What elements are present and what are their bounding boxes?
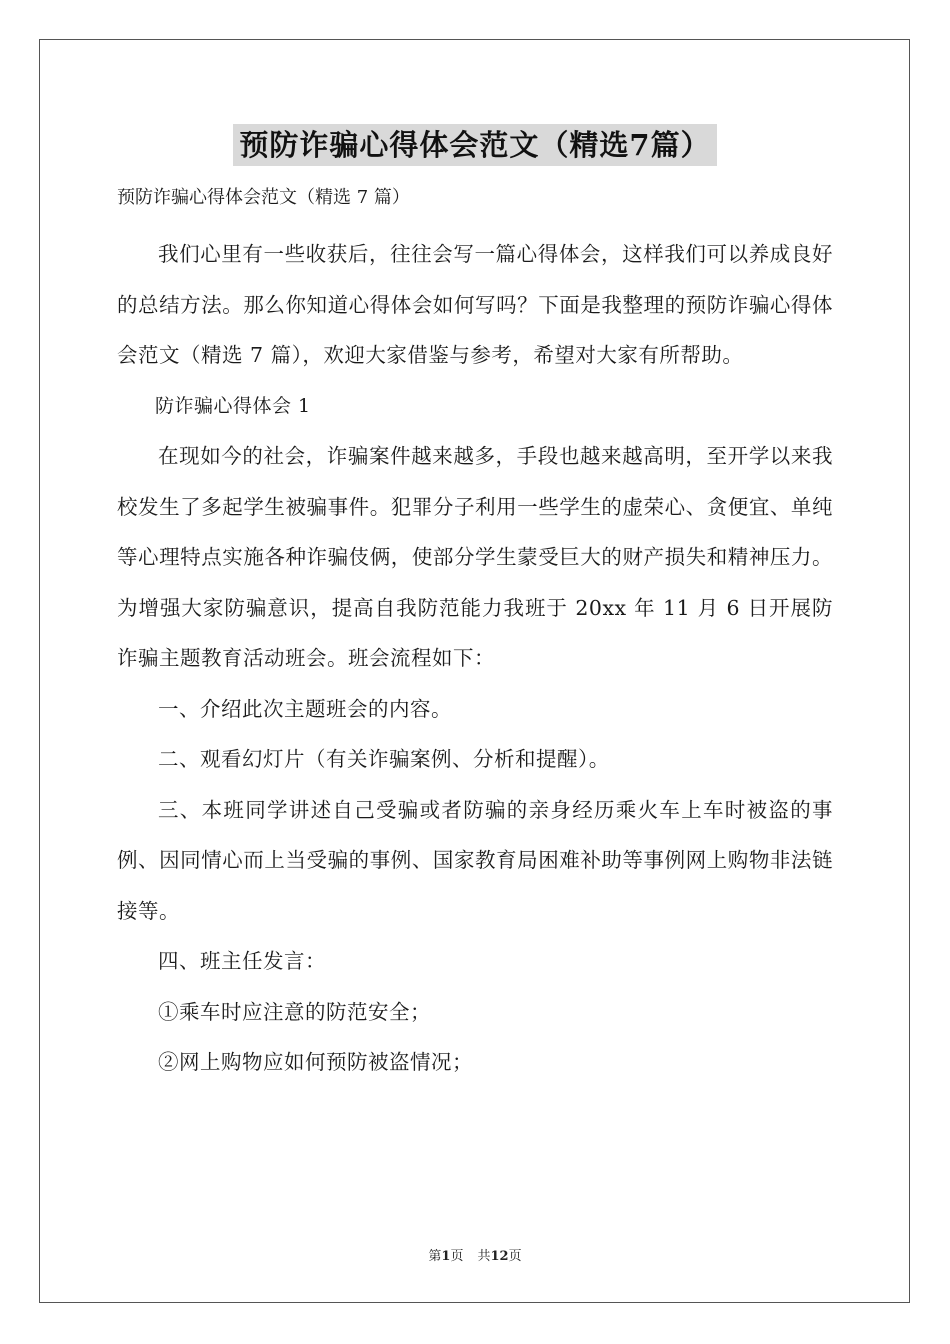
page-footer — [0, 1247, 950, 1267]
section-heading: 防诈骗心得体会 1 — [155, 394, 311, 417]
page-label-prefix: 第 — [428, 1249, 442, 1264]
document-subtitle: 预防诈骗心得体会范文（精选 7 篇） — [117, 187, 410, 208]
list-item: 二、观看幻灯片（有关诈骗案例、分析和提醒）。 — [158, 747, 610, 771]
list-item: 一、介绍此次主题班会的内容。 — [158, 696, 452, 721]
total-pages: 12 — [490, 1249, 509, 1264]
document-title: 预防诈骗心得体会范文（精选7篇） — [233, 124, 716, 166]
list-item: 四、班主任发言： — [158, 949, 326, 973]
body-paragraph: 在现如今的社会，诈骗案件越来越多，手段也越来越高明，至开学以来我校发生了多起学生被骗事件。犯罪分子利用一些学生的虚荣心、贪便宜、单纯等心理特点实施各种诈骗伎俩，使部分学生蒙受巨大的财产损失和精神压力。为增强大家防骗意识，提高自我防范能力我班于 20xx 年 11 月 6 日开展防诈骗主题教育活动班会。班会流程如下： — [117, 444, 833, 670]
intro-paragraph: 我们心里有一些收获后，往往会写一篇心得体会，这样我们可以养成良好的总结方法。那么你知道心得体会如何写吗？下面是我整理的预防诈骗心得体会范文（精选 7 篇），欢迎大家借鉴与参考，希望对大家有所帮助。 — [117, 242, 833, 367]
total-label-suffix: 页 — [508, 1249, 522, 1264]
sub-list-item: ①乘车时应注意的防范安全； — [158, 999, 431, 1024]
document-body — [117, 180, 833, 1088]
title-container — [0, 124, 950, 166]
list-item: 三、本班同学讲述自己受骗或者防骗的亲身经历乘火车上车时被盗的事例、因同情心而上当受骗的事例、国家教育局困难补助等事例网上购物非法链接等。 — [117, 797, 833, 923]
page-label-suffix: 页 — [450, 1249, 464, 1264]
page-number: 1 — [441, 1249, 451, 1264]
sub-list-item: ②网上购物应如何预防被盗情况； — [158, 1050, 473, 1074]
total-label-prefix: 共 — [477, 1249, 491, 1264]
